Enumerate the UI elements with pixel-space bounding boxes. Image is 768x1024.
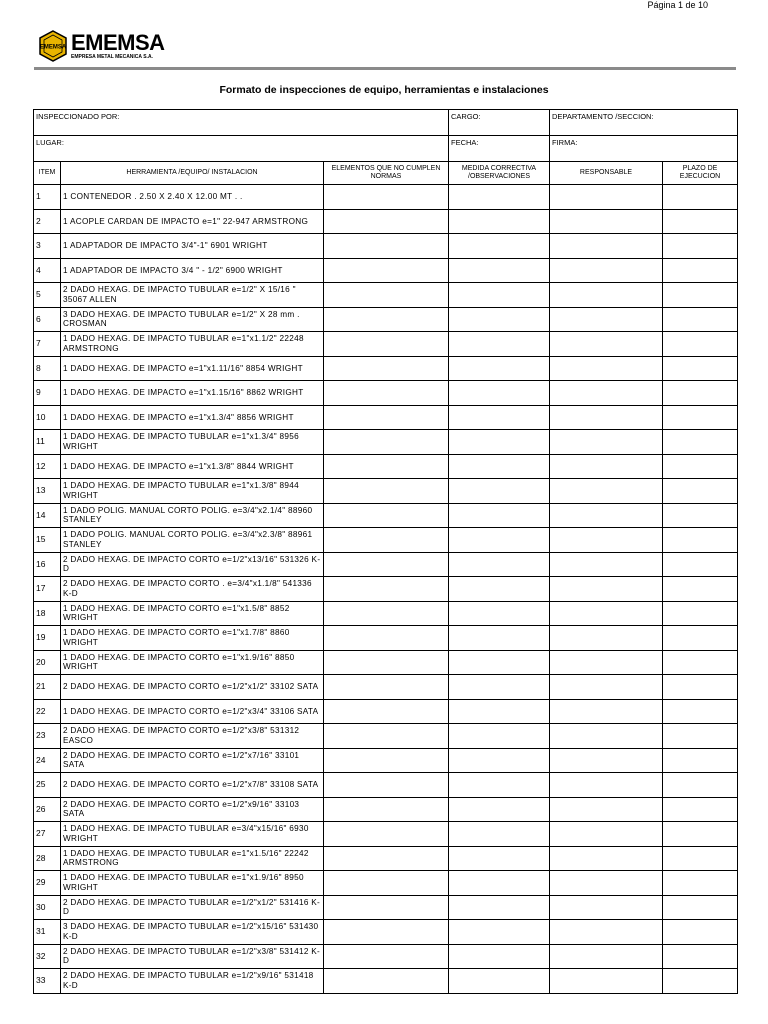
corrective-cell[interactable]	[449, 552, 550, 577]
item-number: 12	[34, 454, 61, 479]
elements-cell[interactable]	[324, 871, 449, 896]
responsible-cell[interactable]	[550, 871, 663, 896]
deadline-cell[interactable]	[663, 920, 738, 945]
deadline-cell[interactable]	[663, 822, 738, 847]
responsible-cell[interactable]	[550, 503, 663, 528]
table-row	[34, 454, 738, 479]
item-number: 28	[34, 846, 61, 871]
responsible-cell[interactable]	[550, 699, 663, 724]
item-description: 2 DADO HEXAG. DE IMPACTO CORTO e=1/2"x13/16" 531326 K-D	[61, 552, 324, 577]
deadline-cell[interactable]	[663, 503, 738, 528]
item-description: 2 DADO HEXAG. DE IMPACTO TUBULAR e=1/2" X 15/16 " 35067 ALLEN	[61, 283, 324, 308]
item-number: 33	[34, 969, 61, 994]
item-description: 3 DADO HEXAG. DE IMPACTO TUBULAR e=1/2" X 28 mm . CROSMAN	[61, 307, 324, 332]
corrective-cell[interactable]	[449, 626, 550, 651]
table-row	[34, 381, 738, 406]
item-number: 1	[34, 185, 61, 210]
table-row	[34, 209, 738, 234]
deadline-cell[interactable]	[663, 944, 738, 969]
place-field[interactable]: LUGAR:	[34, 136, 449, 162]
item-number: 16	[34, 552, 61, 577]
item-description: 2 DADO HEXAG. DE IMPACTO TUBULAR e=1/2"x1/2" 531416 K-D	[61, 895, 324, 920]
deadline-cell[interactable]	[663, 895, 738, 920]
corrective-cell[interactable]	[449, 430, 550, 455]
elements-cell[interactable]	[324, 920, 449, 945]
corrective-cell[interactable]	[449, 356, 550, 381]
item-number: 13	[34, 479, 61, 504]
page-number: Página 1 de 10	[647, 0, 708, 10]
table-row	[34, 846, 738, 871]
item-number: 29	[34, 871, 61, 896]
item-number: 4	[34, 258, 61, 283]
responsible-cell[interactable]	[550, 675, 663, 700]
deadline-cell[interactable]	[663, 234, 738, 259]
item-description: 1 DADO HEXAG. DE IMPACTO CORTO e=1/2"x3/4" 33106 SATA	[61, 699, 324, 724]
item-description: 1 ADAPTADOR DE IMPACTO 3/4 " - 1/2" 6900 WRIGHT	[61, 258, 324, 283]
elements-cell[interactable]	[324, 822, 449, 847]
position-field[interactable]: CARGO:	[449, 110, 550, 136]
corrective-cell[interactable]	[449, 969, 550, 994]
deadline-cell[interactable]	[663, 454, 738, 479]
item-description: 1 DADO HEXAG. DE IMPACTO TUBULAR e=1"x1.9/16" 8950 WRIGHT	[61, 871, 324, 896]
table-row	[34, 724, 738, 749]
table-row	[34, 283, 738, 308]
item-number: 23	[34, 724, 61, 749]
item-description: 1 DADO POLIG. MANUAL CORTO POLIG. e=3/4"x2.1/4" 88960 STANLEY	[61, 503, 324, 528]
item-description: 1 DADO HEXAG. DE IMPACTO TUBULAR e=1"x1.3/8" 8944 WRIGHT	[61, 479, 324, 504]
responsible-cell[interactable]	[550, 773, 663, 798]
deadline-cell[interactable]	[663, 797, 738, 822]
corrective-cell[interactable]	[449, 944, 550, 969]
elements-cell[interactable]	[324, 675, 449, 700]
item-number: 32	[34, 944, 61, 969]
item-number: 8	[34, 356, 61, 381]
document-title: Formato de inspecciones de equipo, herramientas e instalaciones	[219, 84, 549, 96]
table-row	[34, 528, 738, 553]
responsible-cell[interactable]	[550, 650, 663, 675]
table-row	[34, 797, 738, 822]
table-row	[34, 969, 738, 994]
col-header-responsible: RESPONSABLE	[550, 162, 663, 185]
responsible-cell[interactable]	[550, 283, 663, 308]
elements-cell[interactable]	[324, 944, 449, 969]
table-row	[34, 479, 738, 504]
corrective-cell[interactable]	[449, 748, 550, 773]
elements-cell[interactable]	[324, 797, 449, 822]
responsible-cell[interactable]	[550, 797, 663, 822]
table-row	[34, 871, 738, 896]
responsible-cell[interactable]	[550, 626, 663, 651]
item-number: 3	[34, 234, 61, 259]
elements-cell[interactable]	[324, 773, 449, 798]
elements-cell[interactable]	[324, 258, 449, 283]
item-description: 2 DADO HEXAG. DE IMPACTO CORTO . e=3/4"x1.1/8" 541336 K-D	[61, 577, 324, 602]
corrective-cell[interactable]	[449, 822, 550, 847]
deadline-cell[interactable]	[663, 479, 738, 504]
deadline-cell[interactable]	[663, 307, 738, 332]
responsible-cell[interactable]	[550, 577, 663, 602]
corrective-cell[interactable]	[449, 871, 550, 896]
corrective-cell[interactable]	[449, 234, 550, 259]
corrective-cell[interactable]	[449, 528, 550, 553]
elements-cell[interactable]	[324, 724, 449, 749]
item-number: 9	[34, 381, 61, 406]
corrective-cell[interactable]	[449, 503, 550, 528]
table-row	[34, 332, 738, 357]
table-row	[34, 675, 738, 700]
corrective-cell[interactable]	[449, 895, 550, 920]
item-description: 2 DADO HEXAG. DE IMPACTO CORTO e=1/2"x7/16" 33101 SATA	[61, 748, 324, 773]
item-description: 2 DADO HEXAG. DE IMPACTO CORTO e=1/2"x9/16" 33103 SATA	[61, 797, 324, 822]
item-number: 2	[34, 209, 61, 234]
deadline-cell[interactable]	[663, 626, 738, 651]
responsible-cell[interactable]	[550, 846, 663, 871]
responsible-cell[interactable]	[550, 822, 663, 847]
responsible-cell[interactable]	[550, 234, 663, 259]
elements-cell[interactable]	[324, 626, 449, 651]
item-description: 1 DADO HEXAG. DE IMPACTO e=1"x1.3/8" 8844 WRIGHT	[61, 454, 324, 479]
table-row	[34, 650, 738, 675]
responsible-cell[interactable]	[550, 381, 663, 406]
deadline-cell[interactable]	[663, 258, 738, 283]
responsible-cell[interactable]	[550, 944, 663, 969]
item-description: 1 DADO HEXAG. DE IMPACTO e=1"x1.3/4" 8856 WRIGHT	[61, 405, 324, 430]
elements-cell[interactable]	[324, 209, 449, 234]
responsible-cell[interactable]	[550, 748, 663, 773]
item-number: 26	[34, 797, 61, 822]
item-description: 1 DADO HEXAG. DE IMPACTO TUBULAR e=1"x1.3/4" 8956 WRIGHT	[61, 430, 324, 455]
table-row	[34, 356, 738, 381]
table-row	[34, 699, 738, 724]
elements-cell[interactable]	[324, 405, 449, 430]
elements-cell[interactable]	[324, 528, 449, 553]
corrective-cell[interactable]	[449, 381, 550, 406]
item-description: 1 ADAPTADOR DE IMPACTO 3/4"-1" 6901 WRIGHT	[61, 234, 324, 259]
elements-cell[interactable]	[324, 234, 449, 259]
elements-cell[interactable]	[324, 846, 449, 871]
item-description: 1 DADO HEXAG. DE IMPACTO TUBULAR e=1"x1.5/16" 22242 ARMSTRONG	[61, 846, 324, 871]
item-description: 1 CONTENEDOR . 2.50 X 2.40 X 12.00 MT . .	[61, 185, 324, 210]
responsible-cell[interactable]	[550, 356, 663, 381]
responsible-cell[interactable]	[550, 258, 663, 283]
item-description: 1 DADO HEXAG. DE IMPACTO CORTO e=1"x1.9/16" 8850 WRIGHT	[61, 650, 324, 675]
deadline-cell[interactable]	[663, 871, 738, 896]
item-description: 1 DADO POLIG. MANUAL CORTO POLIG. e=3/4"x2.3/8" 88961 STANLEY	[61, 528, 324, 553]
table-row	[34, 822, 738, 847]
responsible-cell[interactable]	[550, 724, 663, 749]
corrective-cell[interactable]	[449, 797, 550, 822]
deadline-cell[interactable]	[663, 552, 738, 577]
table-row	[34, 601, 738, 626]
item-description: 2 DADO HEXAG. DE IMPACTO CORTO e=1/2"x7/8" 33108 SATA	[61, 773, 324, 798]
emblem-text: EMEMSA	[39, 44, 67, 51]
table-row	[34, 503, 738, 528]
deadline-cell[interactable]	[663, 209, 738, 234]
item-number: 22	[34, 699, 61, 724]
item-number: 11	[34, 430, 61, 455]
item-number: 10	[34, 405, 61, 430]
corrective-cell[interactable]	[449, 209, 550, 234]
table-row	[34, 920, 738, 945]
item-number: 17	[34, 577, 61, 602]
deadline-cell[interactable]	[663, 748, 738, 773]
elements-cell[interactable]	[324, 552, 449, 577]
corrective-cell[interactable]	[449, 258, 550, 283]
item-number: 18	[34, 601, 61, 626]
elements-cell[interactable]	[324, 430, 449, 455]
responsible-cell[interactable]	[550, 209, 663, 234]
deadline-cell[interactable]	[663, 430, 738, 455]
elements-cell[interactable]	[324, 185, 449, 210]
table-row	[34, 307, 738, 332]
corrective-cell[interactable]	[449, 920, 550, 945]
responsible-cell[interactable]	[550, 969, 663, 994]
elements-cell[interactable]	[324, 283, 449, 308]
elements-cell[interactable]	[324, 454, 449, 479]
department-field[interactable]: DEPARTAMENTO /SECCION:	[550, 110, 738, 136]
deadline-cell[interactable]	[663, 601, 738, 626]
table-row	[34, 895, 738, 920]
corrective-cell[interactable]	[449, 185, 550, 210]
deadline-cell[interactable]	[663, 381, 738, 406]
signature-field[interactable]: FIRMA:	[550, 136, 738, 162]
deadline-cell[interactable]	[663, 405, 738, 430]
elements-cell[interactable]	[324, 650, 449, 675]
corrective-cell[interactable]	[449, 601, 550, 626]
responsible-cell[interactable]	[550, 185, 663, 210]
table-row	[34, 234, 738, 259]
corrective-cell[interactable]	[449, 283, 550, 308]
corrective-cell[interactable]	[449, 479, 550, 504]
deadline-cell[interactable]	[663, 699, 738, 724]
table-row	[34, 577, 738, 602]
deadline-cell[interactable]	[663, 332, 738, 357]
elements-cell[interactable]	[324, 479, 449, 504]
deadline-cell[interactable]	[663, 650, 738, 675]
deadline-cell[interactable]	[663, 528, 738, 553]
item-description: 1 DADO HEXAG. DE IMPACTO e=1"x1.15/16" 8862 WRIGHT	[61, 381, 324, 406]
item-description: 2 DADO HEXAG. DE IMPACTO TUBULAR e=1/2"x9/16" 531418 K-D	[61, 969, 324, 994]
elements-cell[interactable]	[324, 307, 449, 332]
company-name: EMEMSA	[71, 30, 165, 55]
item-number: 5	[34, 283, 61, 308]
item-number: 7	[34, 332, 61, 357]
company-subtitle: EMPRESA METAL MECANICA S.A.	[71, 54, 153, 60]
item-description: 3 DADO HEXAG. DE IMPACTO TUBULAR e=1/2"x15/16" 531430 K-D	[61, 920, 324, 945]
col-header-tool: HERRAMIENTA /EQUIPO/ INSTALACION	[61, 162, 324, 185]
table-row	[34, 626, 738, 651]
item-description: 2 DADO HEXAG. DE IMPACTO CORTO e=1/2"x3/8" 531312 EASCO	[61, 724, 324, 749]
col-header-elements: ELEMENTOS QUE NO CUMPLEN NORMAS	[324, 162, 449, 185]
elements-cell[interactable]	[324, 332, 449, 357]
elements-cell[interactable]	[324, 895, 449, 920]
item-number: 24	[34, 748, 61, 773]
elements-cell[interactable]	[324, 356, 449, 381]
table-row	[34, 773, 738, 798]
corrective-cell[interactable]	[449, 773, 550, 798]
deadline-cell[interactable]	[663, 675, 738, 700]
inspected-by-field[interactable]: INSPECCIONADO POR:	[34, 110, 449, 136]
table-row	[34, 258, 738, 283]
responsible-cell[interactable]	[550, 405, 663, 430]
table-row	[34, 405, 738, 430]
elements-cell[interactable]	[324, 577, 449, 602]
responsible-cell[interactable]	[550, 430, 663, 455]
item-number: 21	[34, 675, 61, 700]
corrective-cell[interactable]	[449, 332, 550, 357]
item-number: 14	[34, 503, 61, 528]
deadline-cell[interactable]	[663, 969, 738, 994]
table-row	[34, 944, 738, 969]
corrective-cell[interactable]	[449, 846, 550, 871]
responsible-cell[interactable]	[550, 528, 663, 553]
corrective-cell[interactable]	[449, 307, 550, 332]
responsible-cell[interactable]	[550, 454, 663, 479]
corrective-cell[interactable]	[449, 405, 550, 430]
deadline-cell[interactable]	[663, 846, 738, 871]
table-row	[34, 748, 738, 773]
corrective-cell[interactable]	[449, 724, 550, 749]
item-description: 1 ACOPLE CARDAN DE IMPACTO e=1" 22-947 ARMSTRONG	[61, 209, 324, 234]
inspection-table	[33, 109, 738, 994]
item-description: 1 DADO HEXAG. DE IMPACTO e=1"x1.11/16" 8854 WRIGHT	[61, 356, 324, 381]
company-logo	[37, 30, 187, 64]
elements-cell[interactable]	[324, 748, 449, 773]
deadline-cell[interactable]	[663, 185, 738, 210]
item-description: 1 DADO HEXAG. DE IMPACTO CORTO e=1"x1.5/8" 8852 WRIGHT	[61, 601, 324, 626]
item-number: 25	[34, 773, 61, 798]
item-description: 2 DADO HEXAG. DE IMPACTO TUBULAR e=1/2"x3/8" 531412 K-D	[61, 944, 324, 969]
corrective-cell[interactable]	[449, 650, 550, 675]
elements-cell[interactable]	[324, 503, 449, 528]
item-description: 2 DADO HEXAG. DE IMPACTO CORTO e=1/2"x1/2" 33102 SATA	[61, 675, 324, 700]
table-row	[34, 552, 738, 577]
item-description: 1 DADO HEXAG. DE IMPACTO CORTO e=1"x1.7/8" 8860 WRIGHT	[61, 626, 324, 651]
item-number: 31	[34, 920, 61, 945]
deadline-cell[interactable]	[663, 283, 738, 308]
table-row	[34, 430, 738, 455]
responsible-cell[interactable]	[550, 307, 663, 332]
table-row	[34, 185, 738, 210]
responsible-cell[interactable]	[550, 895, 663, 920]
col-header-item: ITEM	[34, 162, 61, 185]
item-description: 1 DADO HEXAG. DE IMPACTO TUBULAR e=1"x1.1/2" 22248 ARMSTRONG	[61, 332, 324, 357]
header-rule	[34, 67, 736, 70]
item-number: 15	[34, 528, 61, 553]
deadline-cell[interactable]	[663, 577, 738, 602]
item-number: 30	[34, 895, 61, 920]
deadline-cell[interactable]	[663, 773, 738, 798]
date-field[interactable]: FECHA:	[449, 136, 550, 162]
elements-cell[interactable]	[324, 381, 449, 406]
responsible-cell[interactable]	[550, 920, 663, 945]
corrective-cell[interactable]	[449, 699, 550, 724]
responsible-cell[interactable]	[550, 479, 663, 504]
deadline-cell[interactable]	[663, 724, 738, 749]
item-number: 6	[34, 307, 61, 332]
corrective-cell[interactable]	[449, 675, 550, 700]
responsible-cell[interactable]	[550, 601, 663, 626]
item-number: 27	[34, 822, 61, 847]
col-header-corrective: MEDIDA CORRECTIVA /OBSERVACIONES	[449, 162, 550, 185]
deadline-cell[interactable]	[663, 356, 738, 381]
item-description: 1 DADO HEXAG. DE IMPACTO TUBULAR e=3/4"x15/16" 6930 WRIGHT	[61, 822, 324, 847]
responsible-cell[interactable]	[550, 332, 663, 357]
elements-cell[interactable]	[324, 601, 449, 626]
responsible-cell[interactable]	[550, 552, 663, 577]
corrective-cell[interactable]	[449, 454, 550, 479]
item-number: 20	[34, 650, 61, 675]
col-header-deadline: PLAZO DE EJECUCION	[663, 162, 738, 185]
company-emblem-icon	[37, 30, 69, 62]
elements-cell[interactable]	[324, 699, 449, 724]
item-number: 19	[34, 626, 61, 651]
corrective-cell[interactable]	[449, 577, 550, 602]
elements-cell[interactable]	[324, 969, 449, 994]
